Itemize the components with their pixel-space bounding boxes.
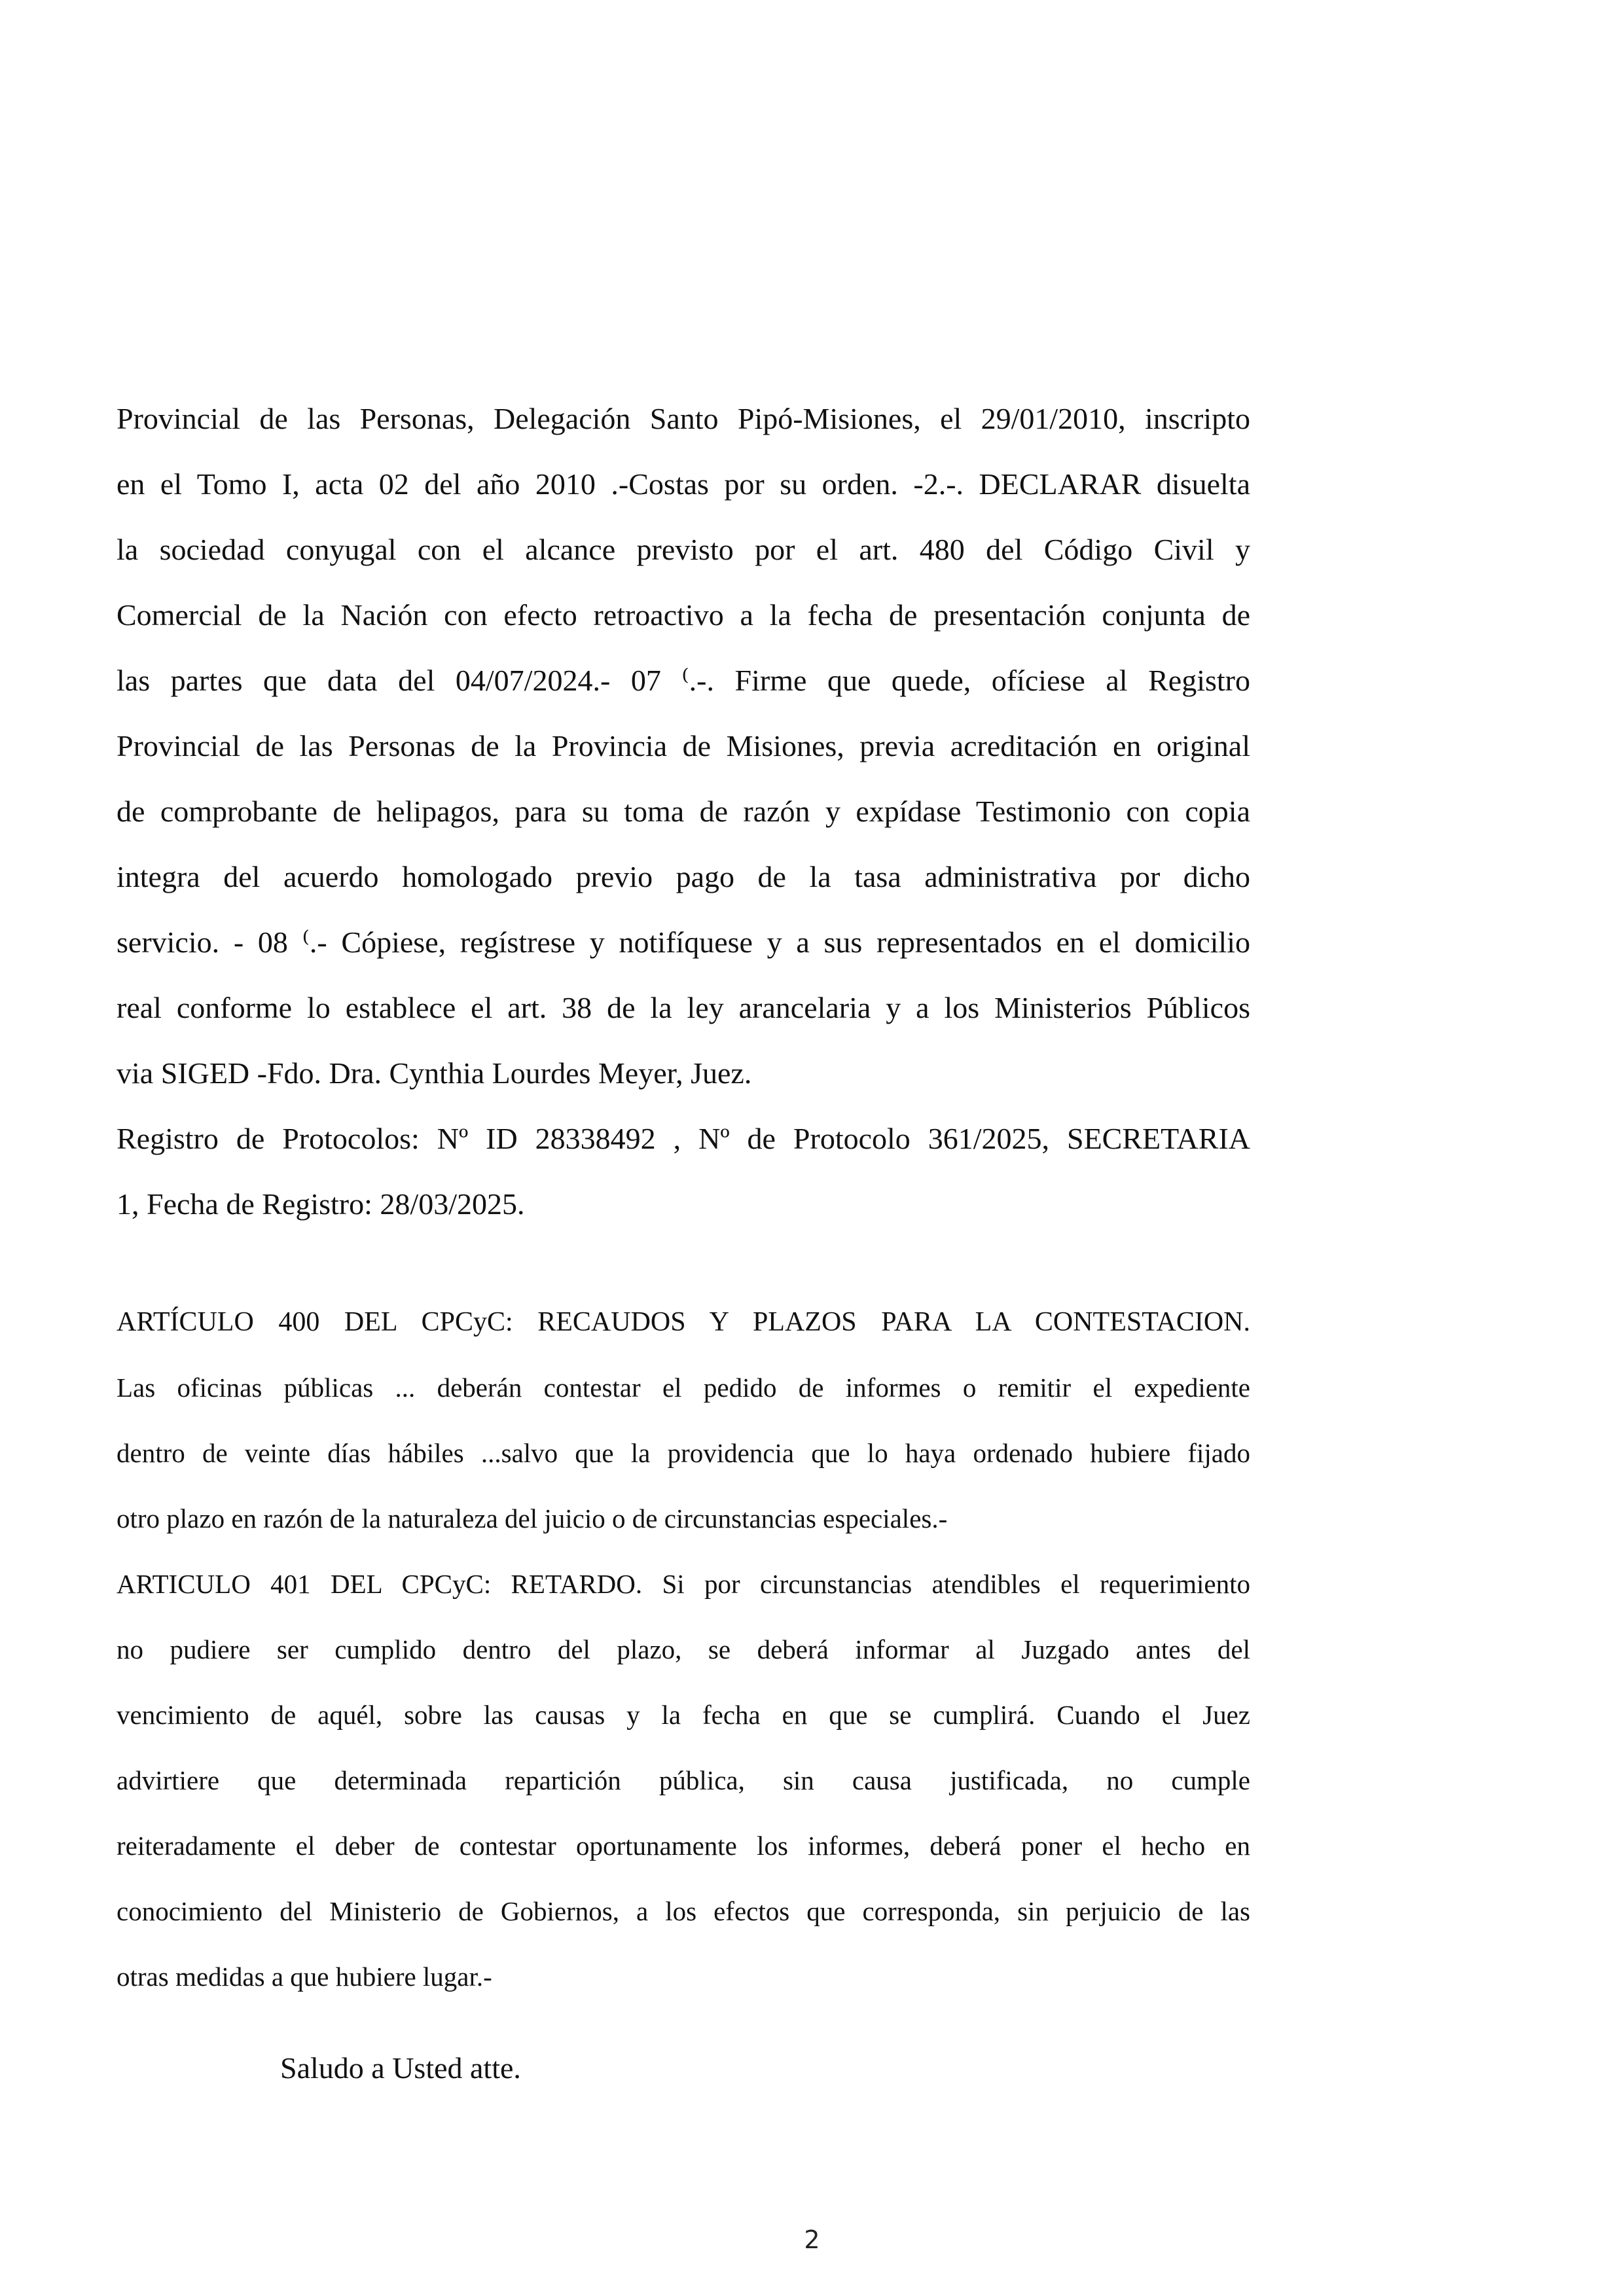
page-number: 2 [804,2225,820,2254]
article-400-heading: ARTÍCULO 400 DEL CPCyC: RECAUDOS Y PLAZOS PARA LA CONTESTACION. [117,1307,1250,1337]
article-401-line: vencimiento de aquél, sobre las causas y la fecha en que se cumplirá. Cuando el Juez [117,1700,1250,1730]
document-body [117,386,1250,2009]
body-line: via SIGED -Fdo. Dra. Cynthia Lourdes Meyer, Juez. [117,1056,752,1090]
body-line: la sociedad conyugal con el alcance previsto por el art. 480 del Código Civil y [117,533,1250,566]
body-line: de comprobante de helipagos, para su toma de razón y expídase Testimonio con copia [117,795,1250,828]
article-400-line: dentro de veinte días hábiles ...salvo que la providencia que lo haya ordenado hubiere fijado [117,1438,1250,1468]
article-401-line: reiteradamente el deber de contestar oportunamente los informes, deberá poner el hecho en [117,1831,1250,1861]
body-line: las partes que data del 04/07/2024.- 07 ⁽.-. Firme que quede, ofíciese al Registro [117,664,1250,697]
article-400-line: Las oficinas públicas ... deberán contestar el pedido de informes o remitir el expediente [117,1372,1250,1403]
body-line: real conforme lo establece el art. 38 de la ley arancelaria y a los Ministerios Públicos [117,991,1250,1024]
body-line: servicio. - 08 ⁽.- Cópiese, regístrese y notifíquese y a sus representados en el domicilio [117,925,1250,959]
body-line: en el Tomo I, acta 02 del año 2010 .-Costas por su orden. -2.-. DECLARAR disuelta [117,467,1250,501]
paragraph-gap [117,1237,1250,1289]
article-401-line: otras medidas a que hubiere lugar.- [117,1962,492,1992]
article-401-line: conocimiento del Ministerio de Gobiernos, a los efectos que corresponda, sin perjuicio de las [117,1896,1250,1926]
body-line: Provincial de las Personas, Delegación Santo Pipó-Misiones, el 29/01/2010, inscripto [117,402,1250,435]
article-401-line: ARTICULO 401 DEL CPCyC: RETARDO. Si por circunstancias atendibles el requerimiento [117,1569,1250,1599]
registry-line: 1, Fecha de Registro: 28/03/2025. [117,1187,525,1221]
body-line: Comercial de la Nación con efecto retroactivo a la fecha de presentación conjunta de [117,598,1250,632]
article-400-line: otro plazo en razón de la naturaleza del juicio o de circunstancias especiales.- [117,1503,948,1534]
body-line: integra del acuerdo homologado previo pago de la tasa administrativa por dicho [117,860,1250,893]
signoff: Saludo a Usted atte. [280,2051,521,2085]
article-401-line: advirtiere que determinada repartición pública, sin causa justificada, no cumple [117,1765,1250,1795]
body-line: Provincial de las Personas de la Provincia de Misiones, previa acreditación en original [117,729,1250,762]
registry-line: Registro de Protocolos: Nº ID 28338492 , Nº de Protocolo 361/2025, SECRETARIA [117,1122,1250,1155]
article-401-line: no pudiere ser cumplido dentro del plazo, se deberá informar al Juzgado antes del [117,1634,1250,1664]
